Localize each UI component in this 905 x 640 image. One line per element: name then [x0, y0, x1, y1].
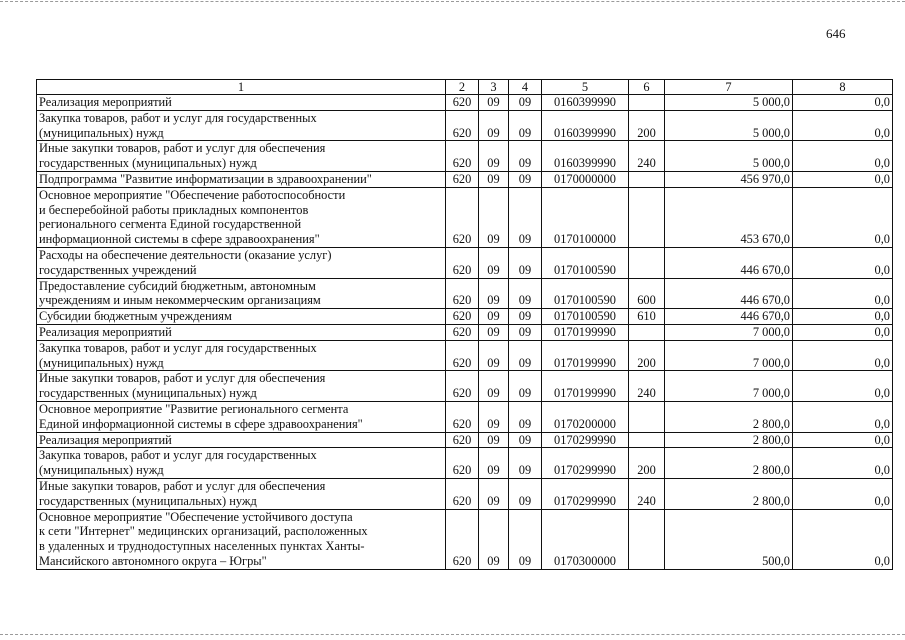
- header-cell: 4: [509, 80, 542, 95]
- header-cell: 2: [446, 80, 479, 95]
- cell-col7: 7 000,0: [665, 340, 793, 371]
- cell-col8: 0,0: [793, 141, 893, 172]
- table-row: [37, 371, 893, 402]
- cell-col3: 09: [479, 401, 509, 432]
- scan-edge-top: [0, 1, 905, 2]
- cell-col3: 09: [479, 141, 509, 172]
- cell-col2: 620: [446, 95, 479, 111]
- cell-name: Иные закупки товаров, работ и услуг для обеспечения государственных (муниципальных) нужд: [37, 371, 446, 402]
- cell-col8: 0,0: [793, 278, 893, 309]
- cell-col5: 0160399990: [542, 141, 629, 172]
- cell-col5: 0170299990: [542, 432, 629, 448]
- cell-col7: 456 970,0: [665, 171, 793, 187]
- cell-col7: 5 000,0: [665, 141, 793, 172]
- cell-col6: 240: [629, 371, 665, 402]
- header-cell: 8: [793, 80, 893, 95]
- cell-name: Реализация мероприятий: [37, 95, 446, 111]
- table-row: [37, 509, 893, 569]
- cell-name: Иные закупки товаров, работ и услуг для обеспечения государственных (муниципальных) нужд: [37, 141, 446, 172]
- cell-col4: 09: [509, 448, 542, 479]
- table-row: [37, 309, 893, 325]
- cell-col8: 0,0: [793, 432, 893, 448]
- cell-col3: 09: [479, 340, 509, 371]
- cell-col7: 5 000,0: [665, 110, 793, 141]
- cell-col6: 200: [629, 110, 665, 141]
- page-number: 646: [826, 26, 846, 41]
- table-row: [37, 187, 893, 247]
- cell-col5: 0170199990: [542, 324, 629, 340]
- cell-col7: 446 670,0: [665, 309, 793, 325]
- header-cell: 1: [37, 80, 446, 95]
- cell-col8: 0,0: [793, 247, 893, 278]
- cell-name: Основное мероприятие "Обеспечение устойчивого доступа к сети "Интернет" медицинских организаций, расположенных в удаленных и труднодоступных населенных пунктах Ханты- Мансийского автономного округа – Югры": [37, 509, 446, 569]
- cell-col6: [629, 324, 665, 340]
- cell-col3: 09: [479, 448, 509, 479]
- cell-col7: 7 000,0: [665, 371, 793, 402]
- cell-col4: 09: [509, 110, 542, 141]
- table-row: [37, 401, 893, 432]
- cell-col4: 09: [509, 95, 542, 111]
- cell-col2: 620: [446, 110, 479, 141]
- cell-name: Предоставление субсидий бюджетным, автономным учреждениям и иным некоммерческим организациям: [37, 278, 446, 309]
- cell-col8: 0,0: [793, 509, 893, 569]
- cell-col6: 610: [629, 309, 665, 325]
- cell-col5: 0170100590: [542, 278, 629, 309]
- cell-col2: 620: [446, 309, 479, 325]
- cell-col8: 0,0: [793, 340, 893, 371]
- table-row: [37, 324, 893, 340]
- cell-name: Закупка товаров, работ и услуг для государственных (муниципальных) нужд: [37, 110, 446, 141]
- cell-col4: 09: [509, 432, 542, 448]
- table-row: [37, 247, 893, 278]
- cell-col7: 2 800,0: [665, 401, 793, 432]
- cell-col7: 446 670,0: [665, 247, 793, 278]
- cell-name: Расходы на обеспечение деятельности (оказание услуг) государственных учреждений: [37, 247, 446, 278]
- cell-col2: 620: [446, 401, 479, 432]
- cell-col4: 09: [509, 171, 542, 187]
- cell-col2: 620: [446, 187, 479, 247]
- cell-col8: 0,0: [793, 309, 893, 325]
- cell-col6: 600: [629, 278, 665, 309]
- cell-col7: 500,0: [665, 509, 793, 569]
- cell-col3: 09: [479, 247, 509, 278]
- cell-col6: 240: [629, 478, 665, 509]
- cell-col5: 0170300000: [542, 509, 629, 569]
- cell-col7: 446 670,0: [665, 278, 793, 309]
- cell-col5: 0170100590: [542, 309, 629, 325]
- cell-col4: 09: [509, 309, 542, 325]
- cell-col3: 09: [479, 309, 509, 325]
- cell-col2: 620: [446, 141, 479, 172]
- cell-col6: [629, 171, 665, 187]
- cell-col8: 0,0: [793, 401, 893, 432]
- cell-col6: [629, 401, 665, 432]
- cell-col6: [629, 95, 665, 111]
- table-row: [37, 278, 893, 309]
- cell-col6: [629, 187, 665, 247]
- cell-name: Закупка товаров, работ и услуг для государственных (муниципальных) нужд: [37, 340, 446, 371]
- budget-table: [36, 79, 893, 570]
- cell-col6: [629, 247, 665, 278]
- cell-col2: 620: [446, 324, 479, 340]
- cell-name: Реализация мероприятий: [37, 324, 446, 340]
- cell-col4: 09: [509, 324, 542, 340]
- table-row: [37, 110, 893, 141]
- cell-col2: 620: [446, 278, 479, 309]
- cell-col5: 0160399990: [542, 110, 629, 141]
- cell-col4: 09: [509, 478, 542, 509]
- cell-col4: 09: [509, 141, 542, 172]
- cell-col3: 09: [479, 95, 509, 111]
- cell-col2: 620: [446, 247, 479, 278]
- table-row: [37, 478, 893, 509]
- cell-col5: 0170299990: [542, 478, 629, 509]
- cell-col5: 0170000000: [542, 171, 629, 187]
- cell-col7: 2 800,0: [665, 448, 793, 479]
- cell-col3: 09: [479, 187, 509, 247]
- cell-col7: 7 000,0: [665, 324, 793, 340]
- cell-col4: 09: [509, 401, 542, 432]
- cell-col6: [629, 432, 665, 448]
- cell-col8: 0,0: [793, 478, 893, 509]
- table-row: [37, 171, 893, 187]
- cell-col5: 0170100590: [542, 247, 629, 278]
- cell-col7: 453 670,0: [665, 187, 793, 247]
- cell-col2: 620: [446, 478, 479, 509]
- cell-col2: 620: [446, 371, 479, 402]
- cell-col2: 620: [446, 509, 479, 569]
- cell-col8: 0,0: [793, 324, 893, 340]
- cell-col7: 2 800,0: [665, 432, 793, 448]
- cell-col2: 620: [446, 432, 479, 448]
- cell-col3: 09: [479, 278, 509, 309]
- cell-col3: 09: [479, 432, 509, 448]
- cell-col7: 2 800,0: [665, 478, 793, 509]
- cell-col4: 09: [509, 247, 542, 278]
- cell-col8: 0,0: [793, 110, 893, 141]
- cell-col4: 09: [509, 371, 542, 402]
- cell-col8: 0,0: [793, 371, 893, 402]
- cell-name: Иные закупки товаров, работ и услуг для обеспечения государственных (муниципальных) нужд: [37, 478, 446, 509]
- table-row: [37, 448, 893, 479]
- cell-col5: 0170199990: [542, 371, 629, 402]
- cell-name: Реализация мероприятий: [37, 432, 446, 448]
- cell-name: Основное мероприятие "Обеспечение работоспособности и бесперебойной работы прикладных компонентов регионального сегмента Единой государственной информационной системы в сфере здравоохранения": [37, 187, 446, 247]
- cell-col4: 09: [509, 278, 542, 309]
- cell-col5: 0170100000: [542, 187, 629, 247]
- table-row: [37, 340, 893, 371]
- cell-col6: 240: [629, 141, 665, 172]
- header-cell: 3: [479, 80, 509, 95]
- cell-col5: 0160399990: [542, 95, 629, 111]
- cell-col5: 0170199990: [542, 340, 629, 371]
- cell-col3: 09: [479, 110, 509, 141]
- cell-col8: 0,0: [793, 95, 893, 111]
- cell-col2: 620: [446, 171, 479, 187]
- table-row: [37, 432, 893, 448]
- cell-col3: 09: [479, 324, 509, 340]
- cell-name: Подпрограмма "Развитие информатизации в здравоохранении": [37, 171, 446, 187]
- header-cell: 5: [542, 80, 629, 95]
- table-header-row: [37, 80, 893, 95]
- cell-col4: 09: [509, 340, 542, 371]
- cell-col6: 200: [629, 448, 665, 479]
- table-row: [37, 141, 893, 172]
- header-cell: 6: [629, 80, 665, 95]
- cell-col3: 09: [479, 478, 509, 509]
- scan-edge-bottom: [0, 634, 905, 635]
- header-cell: 7: [665, 80, 793, 95]
- cell-col8: 0,0: [793, 448, 893, 479]
- cell-col3: 09: [479, 509, 509, 569]
- cell-name: Закупка товаров, работ и услуг для государственных (муниципальных) нужд: [37, 448, 446, 479]
- cell-col3: 09: [479, 171, 509, 187]
- cell-col3: 09: [479, 371, 509, 402]
- cell-col5: 0170200000: [542, 401, 629, 432]
- cell-col6: 200: [629, 340, 665, 371]
- cell-col7: 5 000,0: [665, 95, 793, 111]
- cell-col6: [629, 509, 665, 569]
- cell-name: Основное мероприятие "Развитие регионального сегмента Единой информационной системы в сфере здравоохранения": [37, 401, 446, 432]
- table-row: [37, 95, 893, 111]
- cell-col2: 620: [446, 340, 479, 371]
- cell-col5: 0170299990: [542, 448, 629, 479]
- cell-name: Субсидии бюджетным учреждениям: [37, 309, 446, 325]
- cell-col8: 0,0: [793, 171, 893, 187]
- cell-col4: 09: [509, 509, 542, 569]
- cell-col4: 09: [509, 187, 542, 247]
- cell-col8: 0,0: [793, 187, 893, 247]
- cell-col2: 620: [446, 448, 479, 479]
